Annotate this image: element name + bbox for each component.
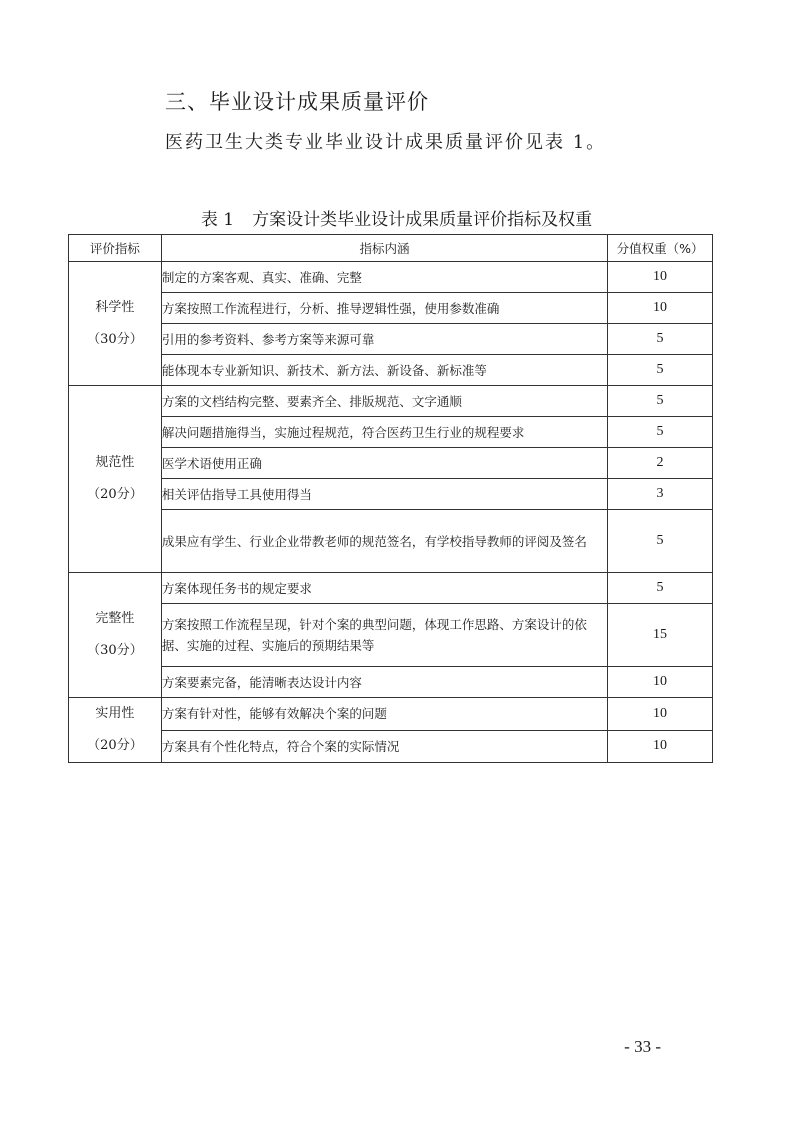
weight-cell: 5 [608,386,713,417]
content-cell: 方案的文档结构完整、要素齐全、排版规范、文字通顺 [161,386,607,417]
weight-cell: 10 [608,667,713,698]
content-cell: 解决问题措施得当，实施过程规范，符合医药卫生行业的规程要求 [161,417,607,448]
category-name: 实用性 [95,706,135,721]
table-row [69,698,713,731]
weight-cell: 10 [608,730,713,763]
content-cell: 方案要素完备，能清晰表达设计内容 [161,667,607,698]
weight-cell: 15 [608,604,713,667]
table-caption-title: 方案设计类毕业设计成果质量评价指标及权重 [252,210,593,230]
intro-paragraph: 医药卫生大类专业毕业设计成果质量评价见表 1。 [165,132,607,153]
content-cell: 相关评估指导工具使用得当 [161,479,607,510]
category-name: 科学性 [95,299,135,315]
section-heading: 三、毕业设计成果质量评价 [165,90,429,114]
category-points: （20分） [87,487,143,502]
table-row [69,262,713,293]
content-cell: 制定的方案客观、真实、准确、完整 [161,262,607,293]
table-row [69,667,713,698]
content-cell: 能体现本专业新知识、新技术、新方法、新设备、新标准等 [161,355,607,386]
category-cell [69,698,162,763]
table-header-row [69,235,713,262]
table-row [69,417,713,448]
category-name: 完整性 [95,611,135,626]
table-caption-number: 表 1 [200,210,235,230]
category-cell [69,262,162,386]
content-cell: 成果应有学生、行业企业带教老师的规范签名，有学校指导教师的评阅及签名 [161,510,607,573]
table-row [69,479,713,510]
content-cell: 引用的参考资料、参考方案等来源可靠 [161,324,607,355]
table-row [69,573,713,604]
content-cell: 方案按照工作流程呈现，针对个案的典型问题，体现工作思路、方案设计的依据、实施的过程、实施后的预期结果等 [161,604,607,667]
table-row [69,355,713,386]
weight-cell: 3 [608,479,713,510]
content-cell: 方案具有个性化特点，符合个案的实际情况 [161,730,607,763]
table-row [69,293,713,324]
table-caption [0,205,793,230]
page-number: - 33 - [624,1037,661,1056]
weight-cell: 5 [608,573,713,604]
category-points: （20分） [87,738,143,753]
header-content: 指标内涵 [161,235,607,262]
content-cell: 方案按照工作流程进行，分析、推导逻辑性强，使用参数准确 [161,293,607,324]
category-points: （30分） [87,643,143,658]
weight-cell: 5 [608,510,713,573]
category-cell [69,386,162,573]
header-weight: 分值权重（%） [608,235,713,262]
content-cell: 方案有针对性，能够有效解决个案的问题 [161,698,607,731]
content-cell: 方案体现任务书的规定要求 [161,573,607,604]
weight-cell: 10 [608,293,713,324]
weight-cell: 5 [608,417,713,448]
category-name: 规范性 [95,455,135,470]
table-row [69,324,713,355]
weight-cell: 2 [608,448,713,479]
evaluation-table [68,234,713,763]
weight-cell: 5 [608,324,713,355]
table-row [69,604,713,667]
content-cell: 医学术语使用正确 [161,448,607,479]
weight-cell: 10 [608,698,713,731]
table-row [69,386,713,417]
table-row [69,510,713,573]
category-points: （30分） [87,331,143,347]
weight-cell: 5 [608,355,713,386]
table-row [69,448,713,479]
table-row [69,730,713,763]
category-cell [69,573,162,698]
header-indicator: 评价指标 [69,235,162,262]
weight-cell: 10 [608,262,713,293]
